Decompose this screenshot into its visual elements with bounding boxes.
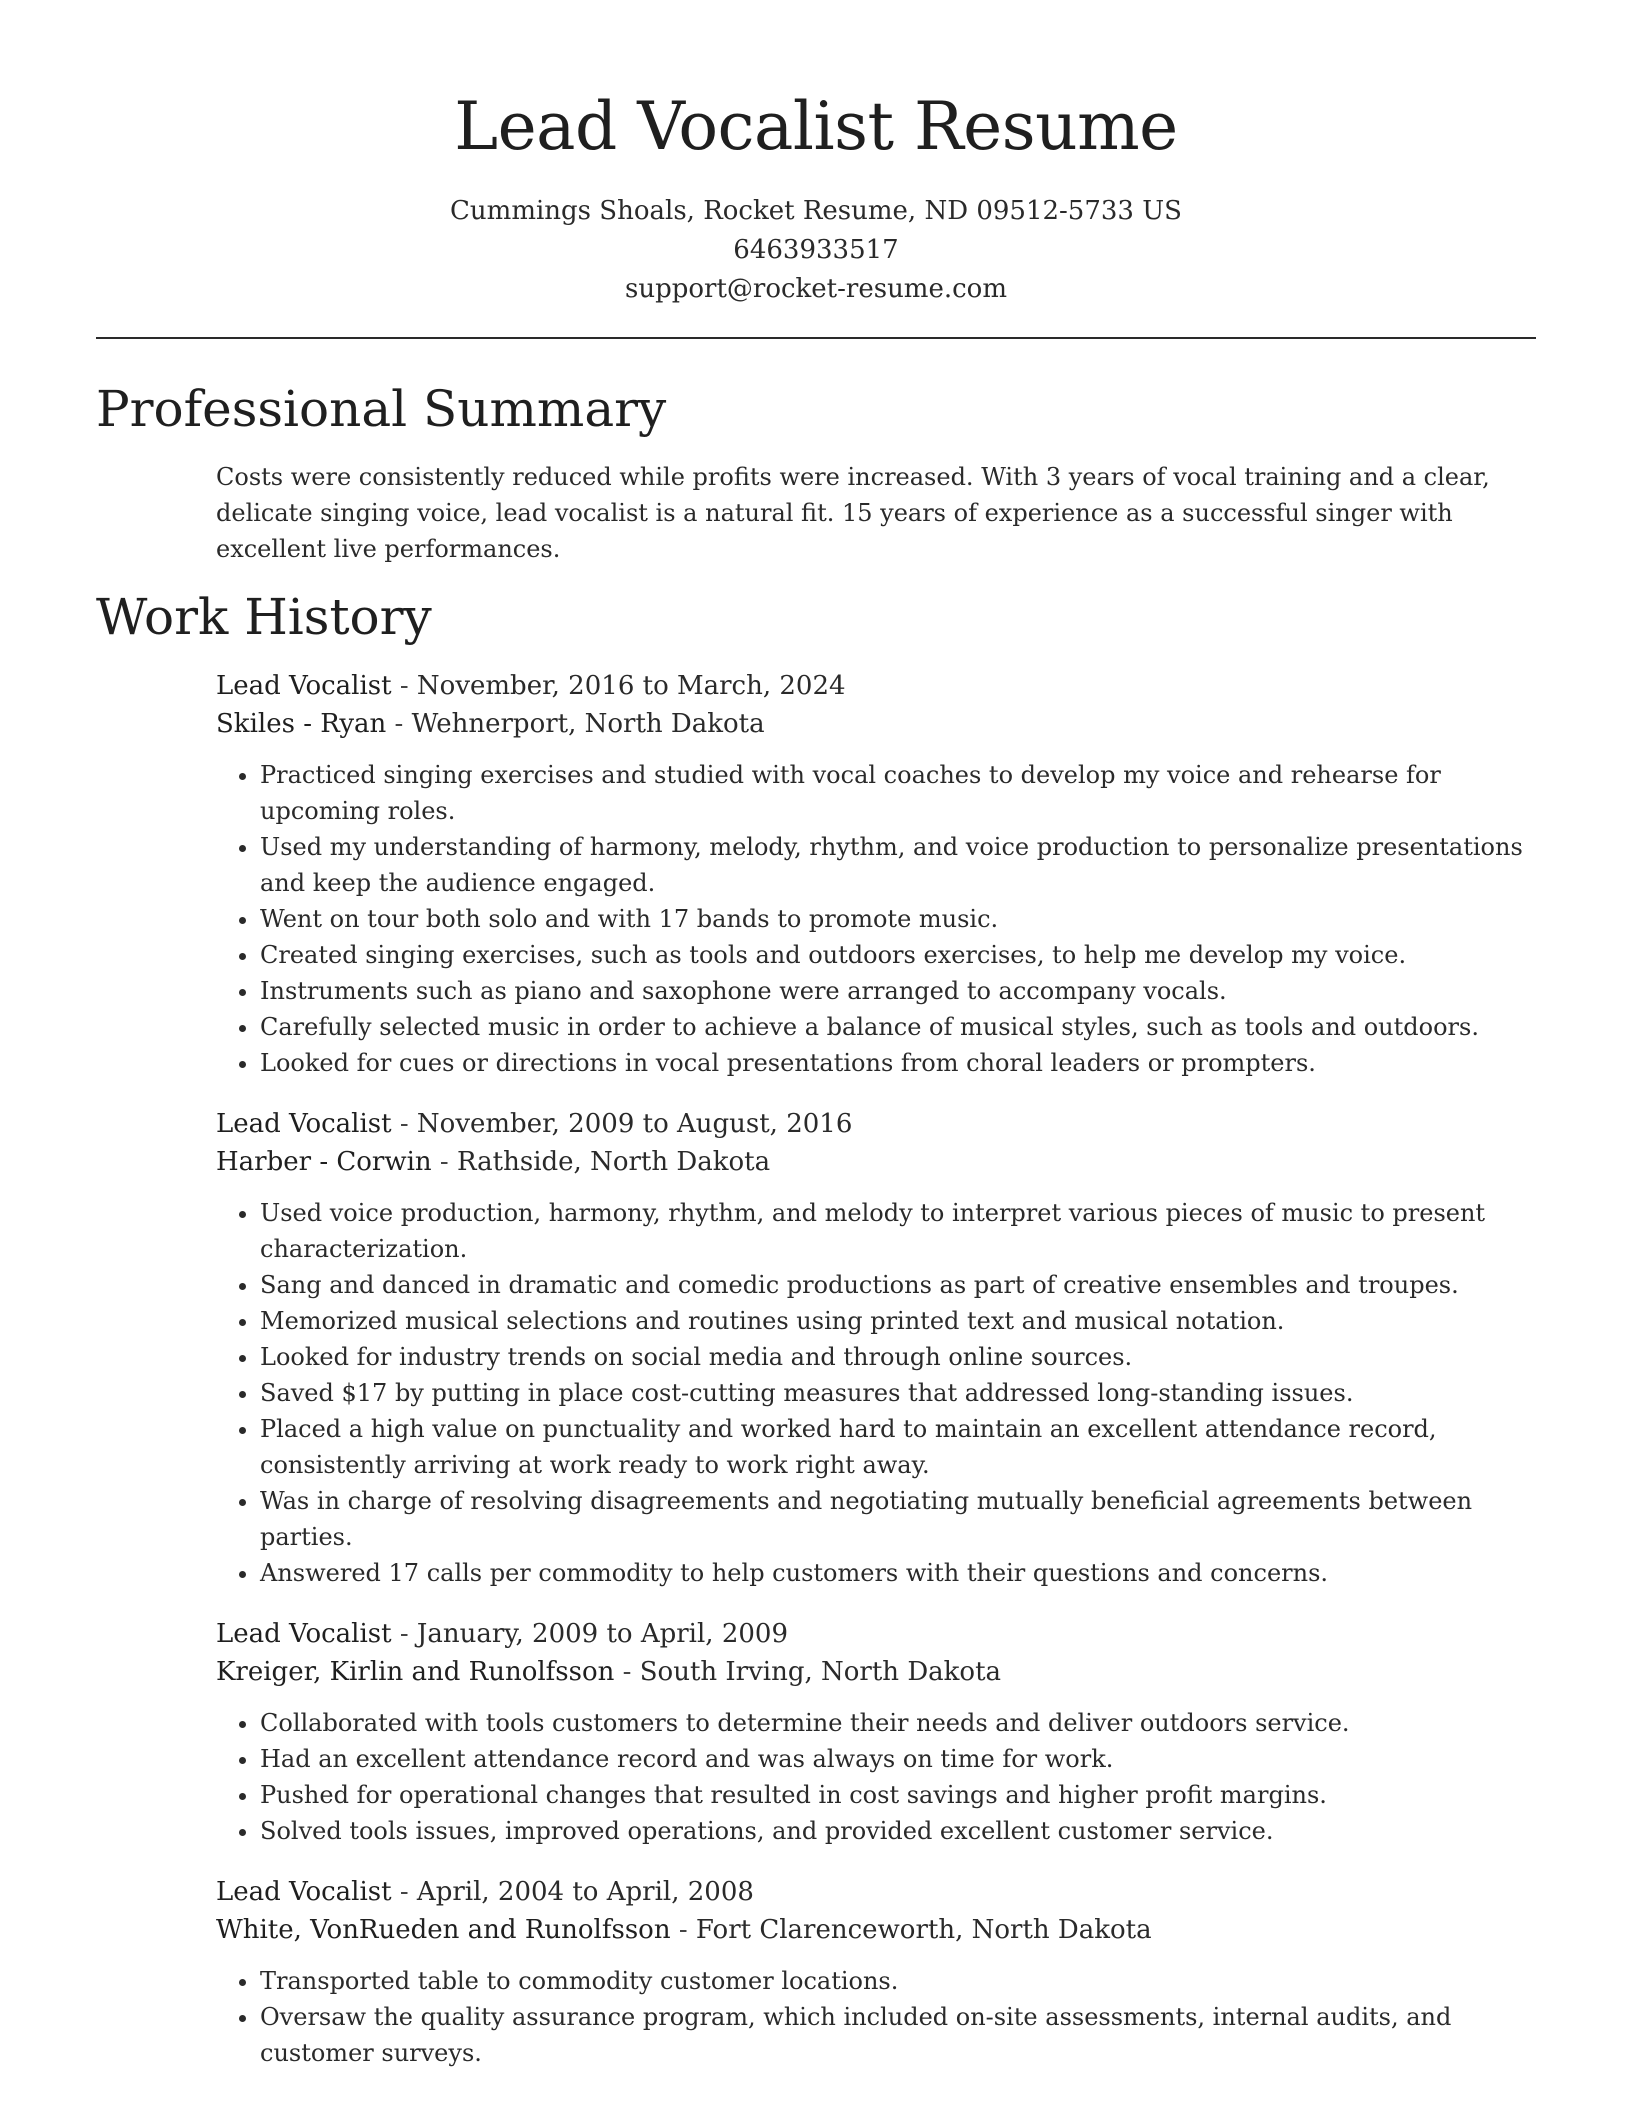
separator: - <box>391 1109 417 1139</box>
contact-block <box>96 192 1536 309</box>
job-bullet: • Sang and danced in dramatic and comedic productions as part of creative ensembles and troupes. <box>260 1267 1536 1303</box>
job-bullet: • Placed a high value on punctuality and worked hard to maintain an excellent attendance record, consistently arriving at work ready to work right away. <box>260 1411 1536 1483</box>
job-entry <box>216 1873 1536 2071</box>
job-title: Lead Vocalist <box>216 1877 392 1907</box>
job-bullet-list <box>216 1963 1536 2071</box>
job-title-line <box>216 1873 1536 1911</box>
job-company: Kreiger, Kirlin and Runolfsson <box>216 1657 615 1687</box>
job-bullet: • Instruments such as piano and saxophone were arranged to accompany vocals. <box>260 973 1536 1009</box>
job-company: Harber - Corwin <box>216 1147 432 1177</box>
job-bullet: • Memorized musical selections and routines using printed text and musical notation. <box>260 1303 1536 1339</box>
separator: - <box>670 1915 696 1945</box>
resume-header <box>96 0 1536 309</box>
separator: - <box>391 671 417 701</box>
job-location: Wehnerport, North Dakota <box>411 709 765 739</box>
job-title: Lead Vocalist <box>216 671 392 701</box>
job-dates: November, 2009 to August, 2016 <box>416 1109 853 1139</box>
job-bullet: • Went on tour both solo and with 17 bands to promote music. <box>260 901 1536 937</box>
job-bullet: • Practiced singing exercises and studied with vocal coaches to develop my voice and rehearse for upcoming roles. <box>260 757 1536 829</box>
separator: - <box>391 1877 417 1907</box>
separator: - <box>391 1619 417 1649</box>
job-title-line <box>216 1615 1536 1653</box>
work-history-heading: Work History <box>96 588 432 646</box>
job-bullet: • Transported table to commodity customer locations. <box>260 1963 1536 1999</box>
header-divider <box>96 337 1536 339</box>
job-company: Skiles - Ryan <box>216 709 387 739</box>
job-dates: April, 2004 to April, 2008 <box>416 1877 754 1907</box>
job-bullet: • Looked for industry trends on social media and through online sources. <box>260 1339 1536 1375</box>
contact-phone: 6463933517 <box>733 235 899 265</box>
job-company-line <box>216 1911 1536 1949</box>
job-company-line <box>216 1653 1536 1691</box>
job-bullet: • Answered 17 calls per commodity to help customers with their questions and concerns. <box>260 1555 1536 1591</box>
contact-address: Cummings Shoals, Rocket Resume, ND 09512-5733 US <box>450 196 1182 226</box>
job-company-line <box>216 1143 1536 1181</box>
job-company: White, VonRueden and Runolfsson <box>216 1915 671 1945</box>
job-location: Fort Clarenceworth, North Dakota <box>695 1915 1152 1945</box>
job-bullet: • Oversaw the quality assurance program, which included on-site assessments, internal audits, and customer surveys. <box>260 1999 1536 2071</box>
job-title-line <box>216 667 1536 705</box>
job-dates: January, 2009 to April, 2009 <box>416 1619 789 1649</box>
job-bullet-list <box>216 757 1536 1081</box>
job-entry <box>216 1615 1536 1849</box>
job-bullet: • Solved tools issues, improved operations, and provided excellent customer service. <box>260 1813 1536 1849</box>
separator: - <box>431 1147 457 1177</box>
job-entry <box>216 1105 1536 1591</box>
job-bullet: • Had an excellent attendance record and was always on time for work. <box>260 1741 1536 1777</box>
job-bullet: • Pushed for operational changes that resulted in cost savings and higher profit margins. <box>260 1777 1536 1813</box>
job-bullet: • Was in charge of resolving disagreements and negotiating mutually beneficial agreements between parties. <box>260 1483 1536 1555</box>
work-history-list <box>96 667 1536 2071</box>
summary-text: Costs were consistently reduced while profits were increased. With 3 years of vocal training and a clear, delicate singing voice, lead vocalist is a natural fit. 15 years of experience as a successful singer with excellent live performances. <box>216 463 1490 563</box>
job-company-line <box>216 705 1536 743</box>
job-bullet-list <box>216 1195 1536 1591</box>
job-title: Lead Vocalist <box>216 1109 392 1139</box>
separator: - <box>614 1657 640 1687</box>
summary-heading: Professional Summary <box>96 380 667 438</box>
job-location: Rathside, North Dakota <box>457 1147 771 1177</box>
job-bullet: • Looked for cues or directions in vocal presentations from choral leaders or prompters. <box>260 1045 1536 1081</box>
job-title-line <box>216 1105 1536 1143</box>
job-dates: November, 2016 to March, 2024 <box>416 671 846 701</box>
separator: - <box>386 709 412 739</box>
job-bullet: • Used voice production, harmony, rhythm, and melody to interpret various pieces of music to present characterization. <box>260 1195 1536 1267</box>
job-title: Lead Vocalist <box>216 1619 392 1649</box>
job-location: South Irving, North Dakota <box>639 1657 1002 1687</box>
job-bullet: • Collaborated with tools customers to determine their needs and deliver outdoors service. <box>260 1705 1536 1741</box>
job-entry <box>216 667 1536 1081</box>
job-bullet: • Carefully selected music in order to achieve a balance of musical styles, such as tools and outdoors. <box>260 1009 1536 1045</box>
job-bullet: • Saved $17 by putting in place cost-cutting measures that addressed long-standing issues. <box>260 1375 1536 1411</box>
job-bullet: • Used my understanding of harmony, melody, rhythm, and voice production to personalize presentations and keep the audience engaged. <box>260 829 1536 901</box>
job-bullet-list <box>216 1705 1536 1849</box>
contact-email: support@rocket-resume.com <box>624 274 1007 304</box>
resume-title: Lead Vocalist Resume <box>454 88 1178 165</box>
job-bullet: • Created singing exercises, such as tools and outdoors exercises, to help me develop my voice. <box>260 937 1536 973</box>
